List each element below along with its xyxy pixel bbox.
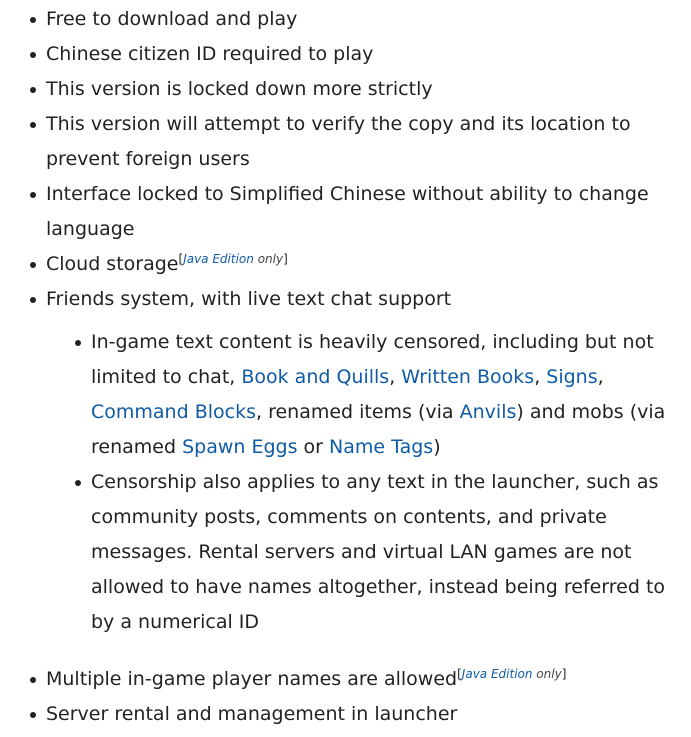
book-and-quills-link[interactable]: Book and Quills — [241, 366, 390, 388]
name-tags-link[interactable]: Name Tags — [329, 436, 434, 458]
list-item-multiple-names: Multiple in-game player names are allowed[Java Edition only] — [0, 662, 691, 697]
edition-note: [Java Edition only] — [178, 252, 288, 266]
spawn-eggs-link[interactable]: Spawn Eggs — [182, 436, 298, 458]
nested-list-wrapper — [0, 325, 691, 640]
written-books-link[interactable]: Written Books — [401, 366, 535, 388]
list-item-free: Free to download and play — [0, 2, 691, 37]
list-item-verify: This version will attempt to verify the copy and its location to prevent foreign users — [0, 107, 691, 177]
java-edition-link[interactable]: Java Edition — [183, 252, 254, 266]
features-list — [0, 2, 691, 732]
list-item-cloud-storage: Cloud storage[Java Edition only] — [0, 247, 691, 282]
sublist-item-launcher-censorship: Censorship also applies to any text in the launcher, such as community posts, comments on contents, and private messages. Rental servers and virtual LAN games are not allowed to have names altogether, instead being referred to by a numerical ID — [0, 465, 691, 640]
java-edition-link[interactable]: Java Edition — [461, 667, 533, 681]
command-blocks-link[interactable]: Command Blocks — [91, 401, 256, 423]
list-item-server-rental: Server rental and management in launcher — [0, 697, 691, 732]
list-item-citizen-id: Chinese citizen ID required to play — [0, 37, 691, 72]
signs-link[interactable]: Signs — [546, 366, 598, 388]
edition-note: [Java Edition only] — [457, 667, 567, 681]
list-item-friends: Friends system, with live text chat support — [0, 282, 691, 317]
list-item-locked: This version is locked down more strictly — [0, 72, 691, 107]
sublist-item-censorship: In-game text content is heavily censored, including but not limited to chat, Book and Quills, Written Books, Signs, Command Blocks, renamed items (via Anvils) and mobs (via renamed Spawn Eggs or Name Tags) — [0, 325, 691, 465]
friends-sublist — [0, 325, 691, 640]
anvils-link[interactable]: Anvils — [459, 401, 517, 423]
list-item-interface: Interface locked to Simplified Chinese without ability to change language — [0, 177, 691, 247]
